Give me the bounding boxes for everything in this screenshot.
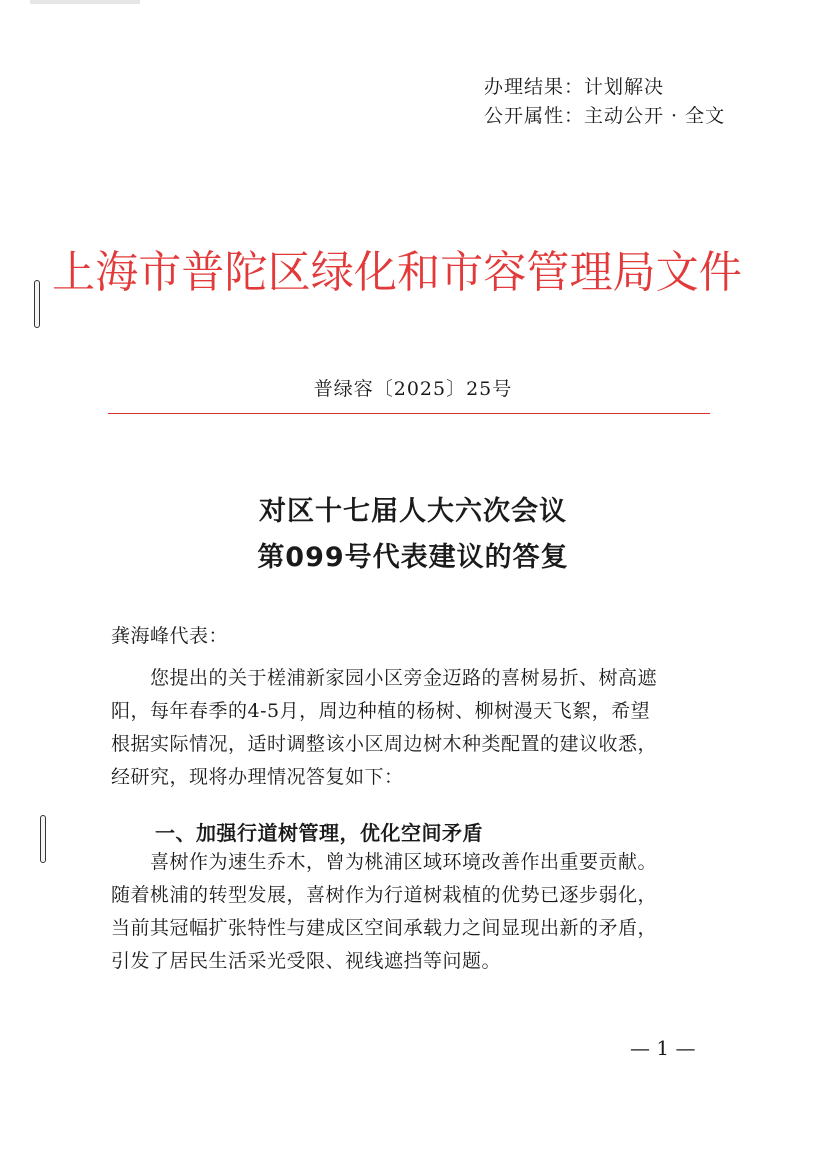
paragraph-line: 随着桃浦的转型发展，喜树作为行道树栽植的优势已逐步弱化， <box>111 884 658 906</box>
paragraph-line: 当前其冠幅扩张特性与建成区空间承载力之间显现出新的矛盾， <box>111 917 658 939</box>
paragraph-line: 引发了居民生活采光受限、视线遮挡等问题。 <box>111 950 502 972</box>
red-divider-line <box>108 413 710 414</box>
page-number: — 1 — <box>630 1036 696 1060</box>
paragraph-intro <box>111 662 723 794</box>
section-heading-1: 一、加强行道树管理，优化空间矛盾 <box>155 821 483 845</box>
binding-hole-mark <box>34 280 40 328</box>
salutation: 龚海峰代表： <box>111 625 229 647</box>
paragraph-line: 您提出的关于槎浦新家园小区旁金迈路的喜树易折、树高遮 <box>111 667 658 689</box>
reply-title-line-1: 对区十七届人大六次会议 <box>259 496 567 527</box>
reply-title-line-2: 第099号代表建议的答复 <box>257 542 569 573</box>
paragraph-section-1 <box>111 846 723 978</box>
document-number: 普绿容〔2025〕25号 <box>313 378 513 400</box>
handling-result: 办理结果：计划解决 <box>484 76 665 98</box>
scan-mark <box>30 0 140 4</box>
paragraph-line: 根据实际情况，适时调整该小区周边树木种类配置的建议收悉， <box>111 733 658 755</box>
binding-hole-mark <box>40 815 46 863</box>
paragraph-line: 喜树作为速生乔木，曾为桃浦区域环境改善作出重要贡献。 <box>111 851 658 873</box>
disclosure-attribute: 公开属性：主动公开 · 全文 <box>484 105 726 127</box>
paragraph-line: 经研究，现将办理情况答复如下： <box>111 766 404 788</box>
issuing-authority-title: 上海市普陀区绿化和市容管理局文件 <box>52 247 742 298</box>
paragraph-line: 阳，每年春季的4-5月，周边种植的杨树、柳树漫天飞絮，希望 <box>111 700 651 722</box>
